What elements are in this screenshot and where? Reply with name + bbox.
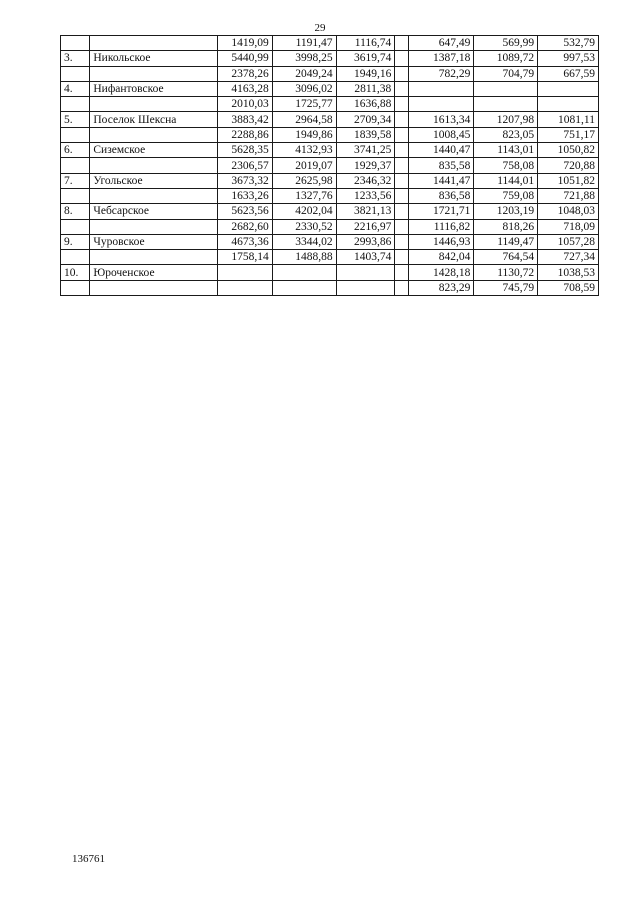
value-cell: 1144,01 (474, 173, 538, 188)
value-cell: 667,59 (538, 66, 599, 81)
settlement-name: Чебсарское (90, 204, 218, 219)
spacer-cell (395, 127, 409, 142)
table-row (61, 188, 599, 203)
value-cell: 2306,57 (218, 158, 273, 173)
settlement-name (90, 66, 218, 81)
value-cell (218, 265, 273, 280)
settlement-name: Поселок Шексна (90, 112, 218, 127)
value-cell: 1089,72 (474, 51, 538, 66)
row-number (61, 36, 90, 51)
spacer-cell (395, 250, 409, 265)
value-cell: 2993,86 (336, 234, 395, 249)
value-cell: 2010,03 (218, 97, 273, 112)
value-cell: 1440,47 (409, 143, 474, 158)
value-cell: 1758,14 (218, 250, 273, 265)
value-cell: 1051,82 (538, 173, 599, 188)
row-number: 8. (61, 204, 90, 219)
value-cell: 2049,24 (272, 66, 336, 81)
spacer-cell (395, 158, 409, 173)
value-cell: 1038,53 (538, 265, 599, 280)
value-cell: 3998,25 (272, 51, 336, 66)
value-cell (336, 265, 395, 280)
value-cell: 759,08 (474, 188, 538, 203)
value-cell: 1050,82 (538, 143, 599, 158)
value-cell: 1949,16 (336, 66, 395, 81)
value-cell: 1233,56 (336, 188, 395, 203)
value-cell (218, 280, 273, 295)
value-cell: 5623,56 (218, 204, 273, 219)
table-body (61, 36, 599, 296)
row-number (61, 97, 90, 112)
value-cell: 2625,98 (272, 173, 336, 188)
value-cell: 1929,37 (336, 158, 395, 173)
page-number: 29 (314, 22, 326, 34)
value-cell (272, 265, 336, 280)
spacer-cell (395, 265, 409, 280)
value-cell (409, 97, 474, 112)
table-row (61, 97, 599, 112)
value-cell: 1428,18 (409, 265, 474, 280)
row-number: 4. (61, 81, 90, 96)
value-cell (474, 81, 538, 96)
value-cell: 2378,26 (218, 66, 273, 81)
value-cell: 720,88 (538, 158, 599, 173)
spacer-cell (395, 204, 409, 219)
value-cell (538, 97, 599, 112)
value-cell: 1191,47 (272, 36, 336, 51)
settlement-name (90, 280, 218, 295)
row-number: 9. (61, 234, 90, 249)
spacer-cell (395, 36, 409, 51)
value-cell: 1008,45 (409, 127, 474, 142)
value-cell: 1081,11 (538, 112, 599, 127)
value-cell: 745,79 (474, 280, 538, 295)
value-cell: 835,58 (409, 158, 474, 173)
table-row (61, 66, 599, 81)
value-cell: 2682,60 (218, 219, 273, 234)
spacer-cell (395, 219, 409, 234)
value-cell (272, 280, 336, 295)
settlement-name (90, 250, 218, 265)
value-cell: 704,79 (474, 66, 538, 81)
value-cell: 1633,26 (218, 188, 273, 203)
value-cell: 1441,47 (409, 173, 474, 188)
spacer-cell (395, 97, 409, 112)
table-row (61, 112, 599, 127)
table-row (61, 280, 599, 295)
value-cell: 718,09 (538, 219, 599, 234)
value-cell: 1949,86 (272, 127, 336, 142)
spacer-cell (395, 51, 409, 66)
table-row (61, 51, 599, 66)
value-cell: 2330,52 (272, 219, 336, 234)
settlement-name (90, 127, 218, 142)
value-cell: 4202,04 (272, 204, 336, 219)
settlement-name (90, 36, 218, 51)
spacer-cell (395, 112, 409, 127)
row-number (61, 66, 90, 81)
value-cell (474, 97, 538, 112)
value-cell: 1203,19 (474, 204, 538, 219)
value-cell: 836,58 (409, 188, 474, 203)
spacer-cell (395, 234, 409, 249)
value-cell: 1488,88 (272, 250, 336, 265)
value-cell: 4163,28 (218, 81, 273, 96)
value-cell: 1636,88 (336, 97, 395, 112)
value-cell: 758,08 (474, 158, 538, 173)
value-cell: 1149,47 (474, 234, 538, 249)
row-number: 7. (61, 173, 90, 188)
row-number: 3. (61, 51, 90, 66)
row-number (61, 158, 90, 173)
value-cell: 708,59 (538, 280, 599, 295)
value-cell: 1387,18 (409, 51, 474, 66)
value-cell: 1721,71 (409, 204, 474, 219)
value-cell: 1725,77 (272, 97, 336, 112)
value-cell: 1130,72 (474, 265, 538, 280)
value-cell: 818,26 (474, 219, 538, 234)
value-cell: 823,29 (409, 280, 474, 295)
value-cell: 569,99 (474, 36, 538, 51)
table-row (61, 143, 599, 158)
value-cell: 4132,93 (272, 143, 336, 158)
row-number (61, 219, 90, 234)
value-cell: 1048,03 (538, 204, 599, 219)
value-cell: 1057,28 (538, 234, 599, 249)
table-row (61, 204, 599, 219)
spacer-cell (395, 188, 409, 203)
value-cell (336, 280, 395, 295)
value-cell: 764,54 (474, 250, 538, 265)
value-cell: 727,34 (538, 250, 599, 265)
value-cell: 3344,02 (272, 234, 336, 249)
settlement-name (90, 219, 218, 234)
value-cell: 1116,82 (409, 219, 474, 234)
value-cell (538, 81, 599, 96)
value-cell: 842,04 (409, 250, 474, 265)
row-number (61, 127, 90, 142)
value-cell: 1403,74 (336, 250, 395, 265)
table-row (61, 158, 599, 173)
value-cell: 5628,35 (218, 143, 273, 158)
value-cell: 647,49 (409, 36, 474, 51)
value-cell (409, 81, 474, 96)
value-cell: 2288,86 (218, 127, 273, 142)
value-cell: 3673,32 (218, 173, 273, 188)
row-number (61, 188, 90, 203)
value-cell: 1327,76 (272, 188, 336, 203)
value-cell: 2964,58 (272, 112, 336, 127)
spacer-cell (395, 143, 409, 158)
row-number: 5. (61, 112, 90, 127)
value-cell: 1419,09 (218, 36, 273, 51)
value-cell: 782,29 (409, 66, 474, 81)
table-row (61, 36, 599, 51)
spacer-cell (395, 173, 409, 188)
table-row (61, 250, 599, 265)
spacer-cell (395, 81, 409, 96)
value-cell: 2811,38 (336, 81, 395, 96)
value-cell: 3619,74 (336, 51, 395, 66)
table-row (61, 234, 599, 249)
row-number: 6. (61, 143, 90, 158)
spacer-cell (395, 280, 409, 295)
value-cell: 1446,93 (409, 234, 474, 249)
settlement-name (90, 158, 218, 173)
settlement-name: Юроченское (90, 265, 218, 280)
settlement-name: Сиземское (90, 143, 218, 158)
value-cell: 3741,25 (336, 143, 395, 158)
value-cell: 3821,13 (336, 204, 395, 219)
value-cell: 2019,07 (272, 158, 336, 173)
settlement-name: Угольское (90, 173, 218, 188)
value-cell: 5440,99 (218, 51, 273, 66)
value-cell: 4673,36 (218, 234, 273, 249)
value-cell: 3883,42 (218, 112, 273, 127)
settlement-name: Чуровское (90, 234, 218, 249)
table-row (61, 265, 599, 280)
value-cell: 3096,02 (272, 81, 336, 96)
value-cell: 2346,32 (336, 173, 395, 188)
value-cell: 721,88 (538, 188, 599, 203)
value-cell: 2709,34 (336, 112, 395, 127)
value-cell: 751,17 (538, 127, 599, 142)
value-cell: 532,79 (538, 36, 599, 51)
settlement-name: Никольское (90, 51, 218, 66)
table-row (61, 127, 599, 142)
value-cell: 823,05 (474, 127, 538, 142)
table-row (61, 219, 599, 234)
spacer-cell (395, 66, 409, 81)
tariff-table (60, 35, 599, 296)
value-cell: 1613,34 (409, 112, 474, 127)
row-number (61, 250, 90, 265)
table-row (61, 81, 599, 96)
settlement-name (90, 188, 218, 203)
value-cell: 1207,98 (474, 112, 538, 127)
value-cell: 997,53 (538, 51, 599, 66)
value-cell: 1839,58 (336, 127, 395, 142)
value-cell: 1116,74 (336, 36, 395, 51)
row-number: 10. (61, 265, 90, 280)
table-row (61, 173, 599, 188)
document-code: 136761 (72, 853, 105, 865)
settlement-name: Нифантовское (90, 81, 218, 96)
row-number (61, 280, 90, 295)
value-cell: 2216,97 (336, 219, 395, 234)
settlement-name (90, 97, 218, 112)
value-cell: 1143,01 (474, 143, 538, 158)
